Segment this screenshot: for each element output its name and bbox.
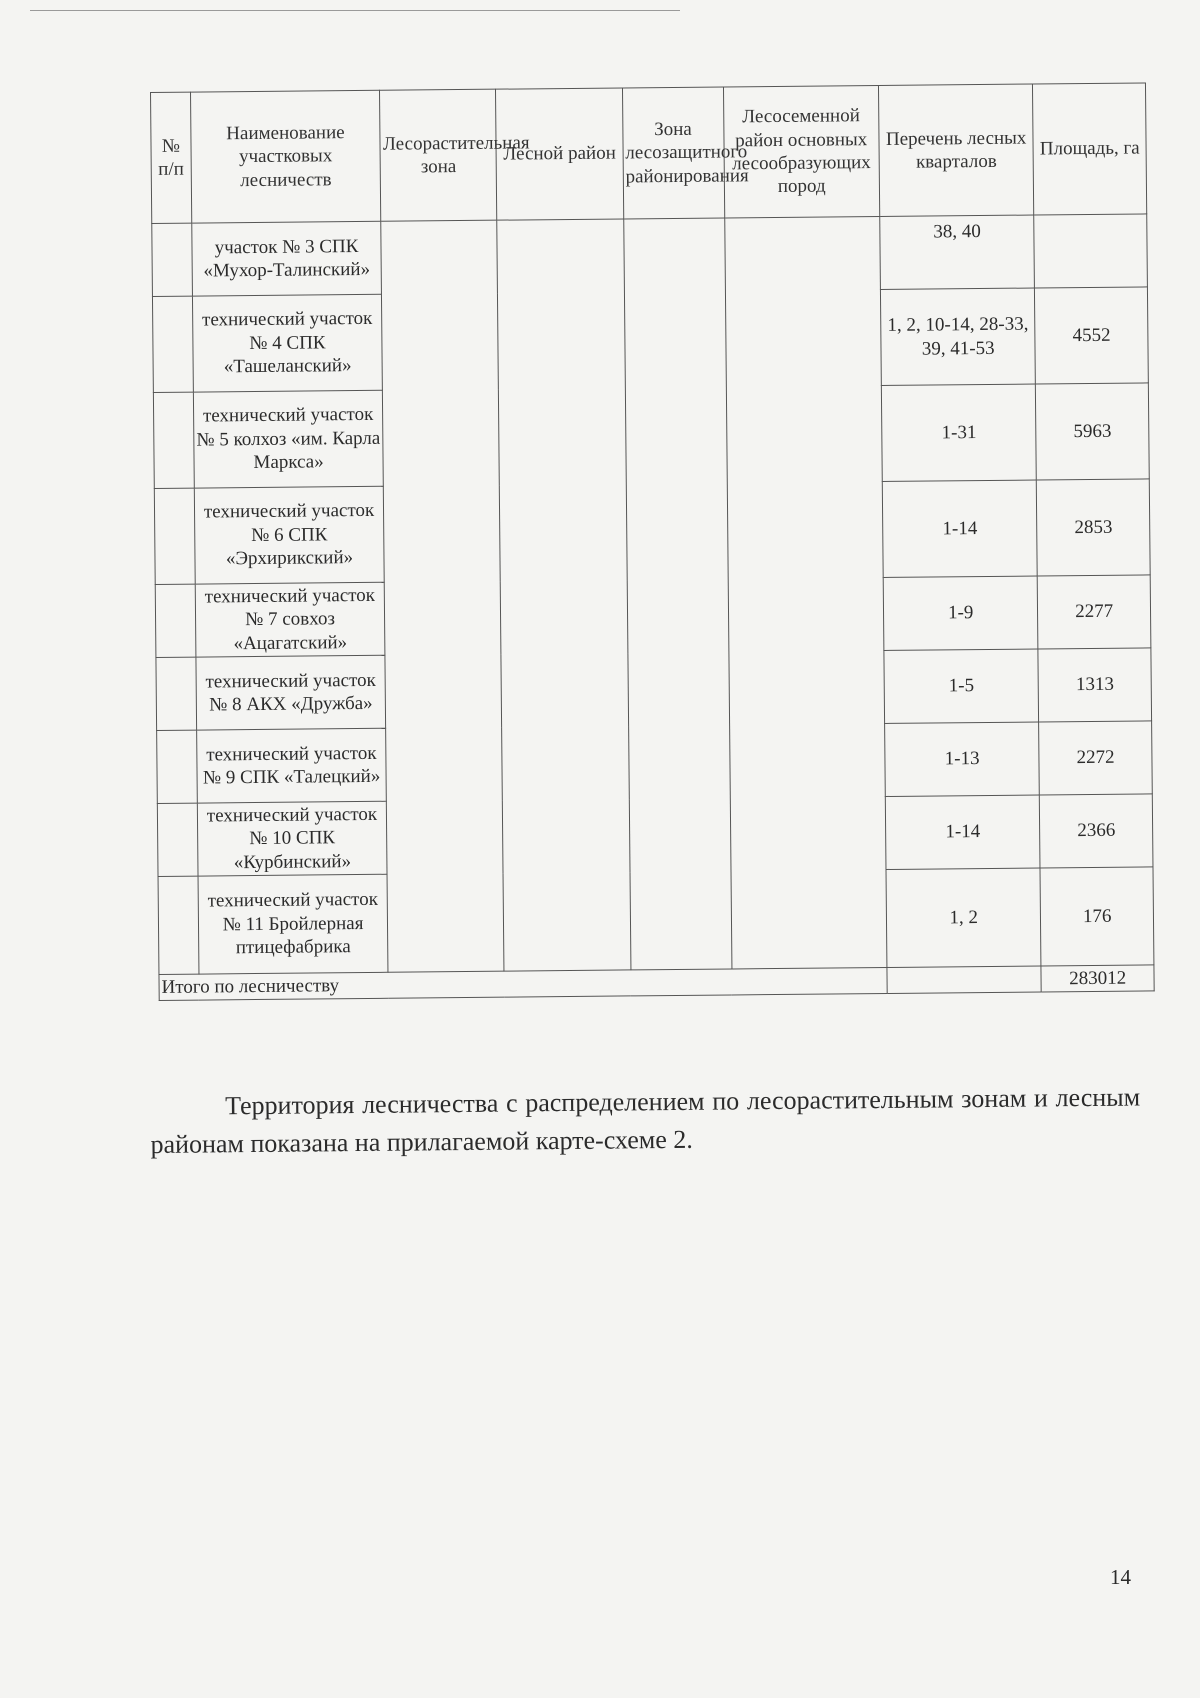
row-area: 176 [1040,867,1154,966]
row-area: 1313 [1038,648,1151,722]
row-num-cell [155,584,195,657]
row-area: 2277 [1038,575,1151,649]
total-area: 283012 [1041,965,1154,992]
row-num-cell [154,488,195,584]
body-paragraph: Территория лесничества с распределением по лесорастительным зонам и лесным районам показана на прилагаемой карте-схеме 2. [150,1082,1141,1159]
header-area: Площадь, га [1033,83,1147,215]
header-num: № п/п [151,92,192,223]
row-num-cell [158,876,199,974]
row-area: 2272 [1039,721,1152,795]
row-area: 2853 [1037,479,1151,576]
row-quarters: 1-31 [881,384,1036,481]
row-num-cell [153,392,194,488]
row-quarters: 1-5 [884,649,1039,723]
veg-zone-cell [381,220,504,972]
row-num-cell [152,296,193,392]
row-quarters: 1-9 [883,576,1038,650]
row-quarters: 1, 2 [886,868,1041,967]
row-quarters: 38, 40 [880,215,1035,289]
row-name: участок № 3 СПК «Мухор-Талинский» [191,221,381,296]
header-quarters: Перечень лесных кварталов [878,84,1034,216]
row-num-cell [156,657,196,730]
header-name: Наименование участковых лесничеств [190,90,381,223]
forest-region-cell [497,219,631,971]
header-veg-zone: Лесорастительная зона [380,89,497,221]
table-header-row [151,83,1147,224]
total-quarters-cell [887,966,1042,993]
top-rule [30,10,680,11]
row-name: технический участок № 7 совхоз «Ацагатский» [195,582,385,657]
row-num-cell [157,803,197,876]
protection-zone-cell [623,218,731,970]
row-area [1034,214,1147,288]
page-number: 14 [1110,1565,1131,1589]
row-name: технический участок № 8 АКХ «Дружба» [196,655,386,730]
row-quarters: 1-14 [882,480,1037,577]
row-num-cell [157,730,197,803]
seed-region-cell [724,217,887,969]
row-quarters: 1, 2, 10-14, 28-33, 39, 41-53 [880,288,1035,385]
row-quarters: 1-14 [885,795,1040,869]
row-name: технический участок № 6 СПК «Эрхирикский» [194,486,385,584]
row-area: 2366 [1040,794,1153,868]
header-forest-region: Лесной район [496,88,624,220]
row-area: 5963 [1036,383,1150,480]
row-name: технический участок № 5 колхоз «им. Карла Маркса» [193,390,384,488]
forestry-table [150,82,1155,1001]
row-num-cell [152,223,192,296]
header-seed-region: Лесосеменной район основных лесообразующих пород [723,86,880,218]
row-quarters: 1-13 [885,722,1040,796]
row-name: технический участок № 11 Бройлерная птицефабрика [198,874,389,974]
total-label: Итого по лесничеству [159,967,887,1000]
row-name: технический участок № 10 СПК «Курбинский» [197,801,387,876]
row-name: технический участок № 4 СПК «Ташеланский» [192,294,383,392]
header-protection-zone: Зона лесозащитного районирования [622,87,724,219]
table-row [152,214,1148,297]
row-area: 4552 [1035,287,1149,384]
row-name: технический участок № 9 СПК «Талецкий» [196,728,386,803]
